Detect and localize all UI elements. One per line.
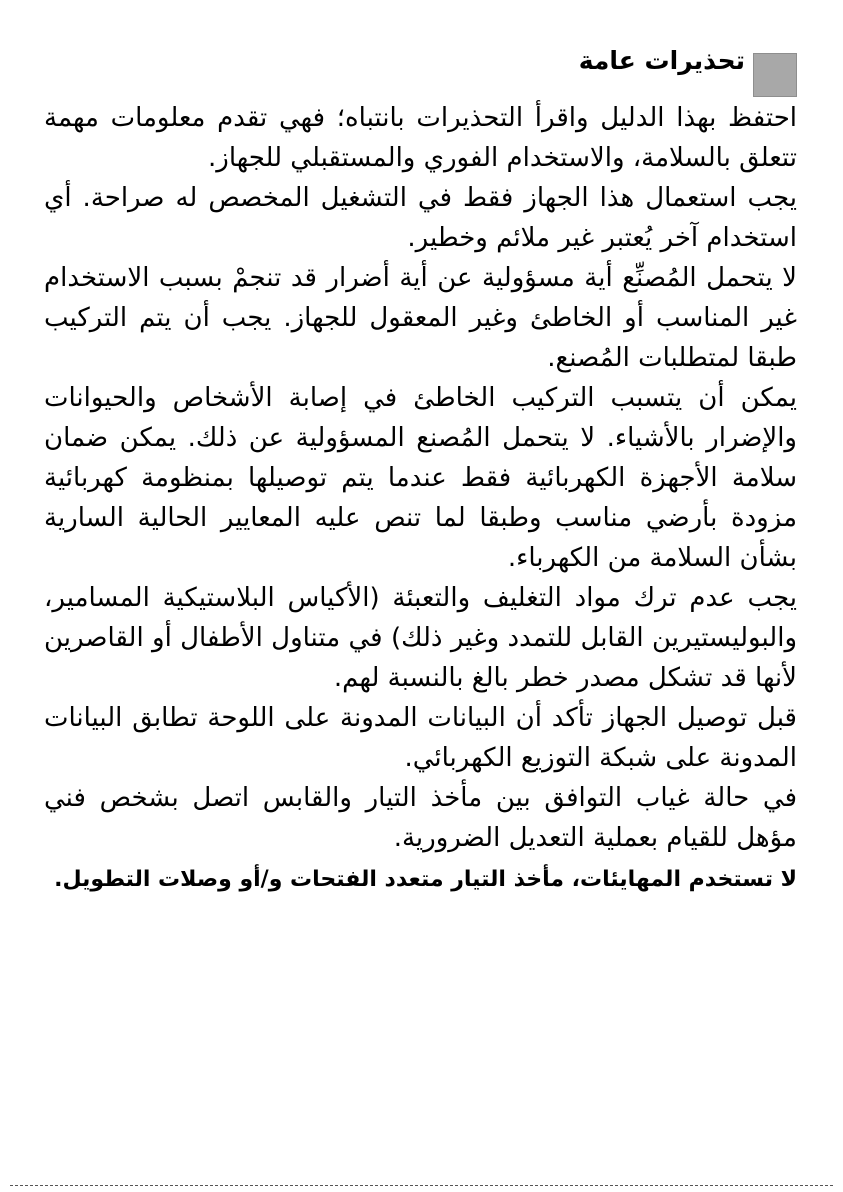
paragraph-manufacturer-liability: لا يتحمل المُصنِّع أية مسؤولية عن أية أضرار قد تنجمْ بسبب الاستخدام غير المناسب أو الخاطئ وغير المعقول للجهاز. يجب أن يتم التركيب طبقا لمتطلبات المُصنع.	[44, 263, 797, 373]
paragraph-installation-safety: يمكن أن يتسبب التركيب الخاطئ في إصابة الأشخاص والحيوانات والإضرار بالأشياء. لا يتحمل المُصنع المسؤولية عن ذلك. يمكن ضمان سلامة الأجهزة الكهربائية فقط عندما يتم توصيلها بمنظومة كهربائية مزودة بأرضي مناسب وطبقا لما تنص عليه المعايير الحالية السارية بشأن السلامة من الكهرباء.	[44, 383, 797, 573]
paragraph-plug-compatibility: في حالة غياب التوافق بين مأخذ التيار والقابس اتصل بشخص فني مؤهل للقيام بعملية التعديل الضرورية.	[44, 783, 797, 853]
paragraph-adapters-warning: لا تستخدم المهايئات، مأخذ التيار متعدد الفتحات و/أو وصلات التطويل.	[54, 867, 797, 892]
warnings-section	[44, 44, 797, 900]
heading-square-icon	[753, 53, 797, 97]
paragraph-manual-retention: احتفظ بهذا الدليل واقرأ التحذيرات بانتباه؛ فهي تقدم معلومات مهمة تتعلق بالسلامة، والاستخدام الفوري والمستقبلي للجهاز.	[44, 103, 797, 173]
section-title: تحذيرات عامة	[578, 46, 745, 75]
paragraph-rating-plate: قبل توصيل الجهاز تأكد أن البيانات المدونة على اللوحة تطابق البيانات المدونة على شبكة التوزيع الكهربائي.	[44, 703, 797, 773]
section-header	[44, 44, 797, 98]
paragraph-packaging-materials: يجب عدم ترك مواد التغليف والتعبئة (الأكياس البلاستيكية المسامير، والبوليستيرين القابل للتمدد وغير ذلك) في متناول الأطفال أو القاصرين لأنها قد تشكل مصدر خطر بالغ بالنسبة لهم.	[44, 583, 797, 693]
page-bottom-divider	[10, 1185, 833, 1186]
paragraph-intended-use: يجب استعمال هذا الجهاز فقط في التشغيل المخصص له صراحة. أي استخدام آخر يُعتبر غير ملائم وخطير.	[44, 183, 797, 253]
